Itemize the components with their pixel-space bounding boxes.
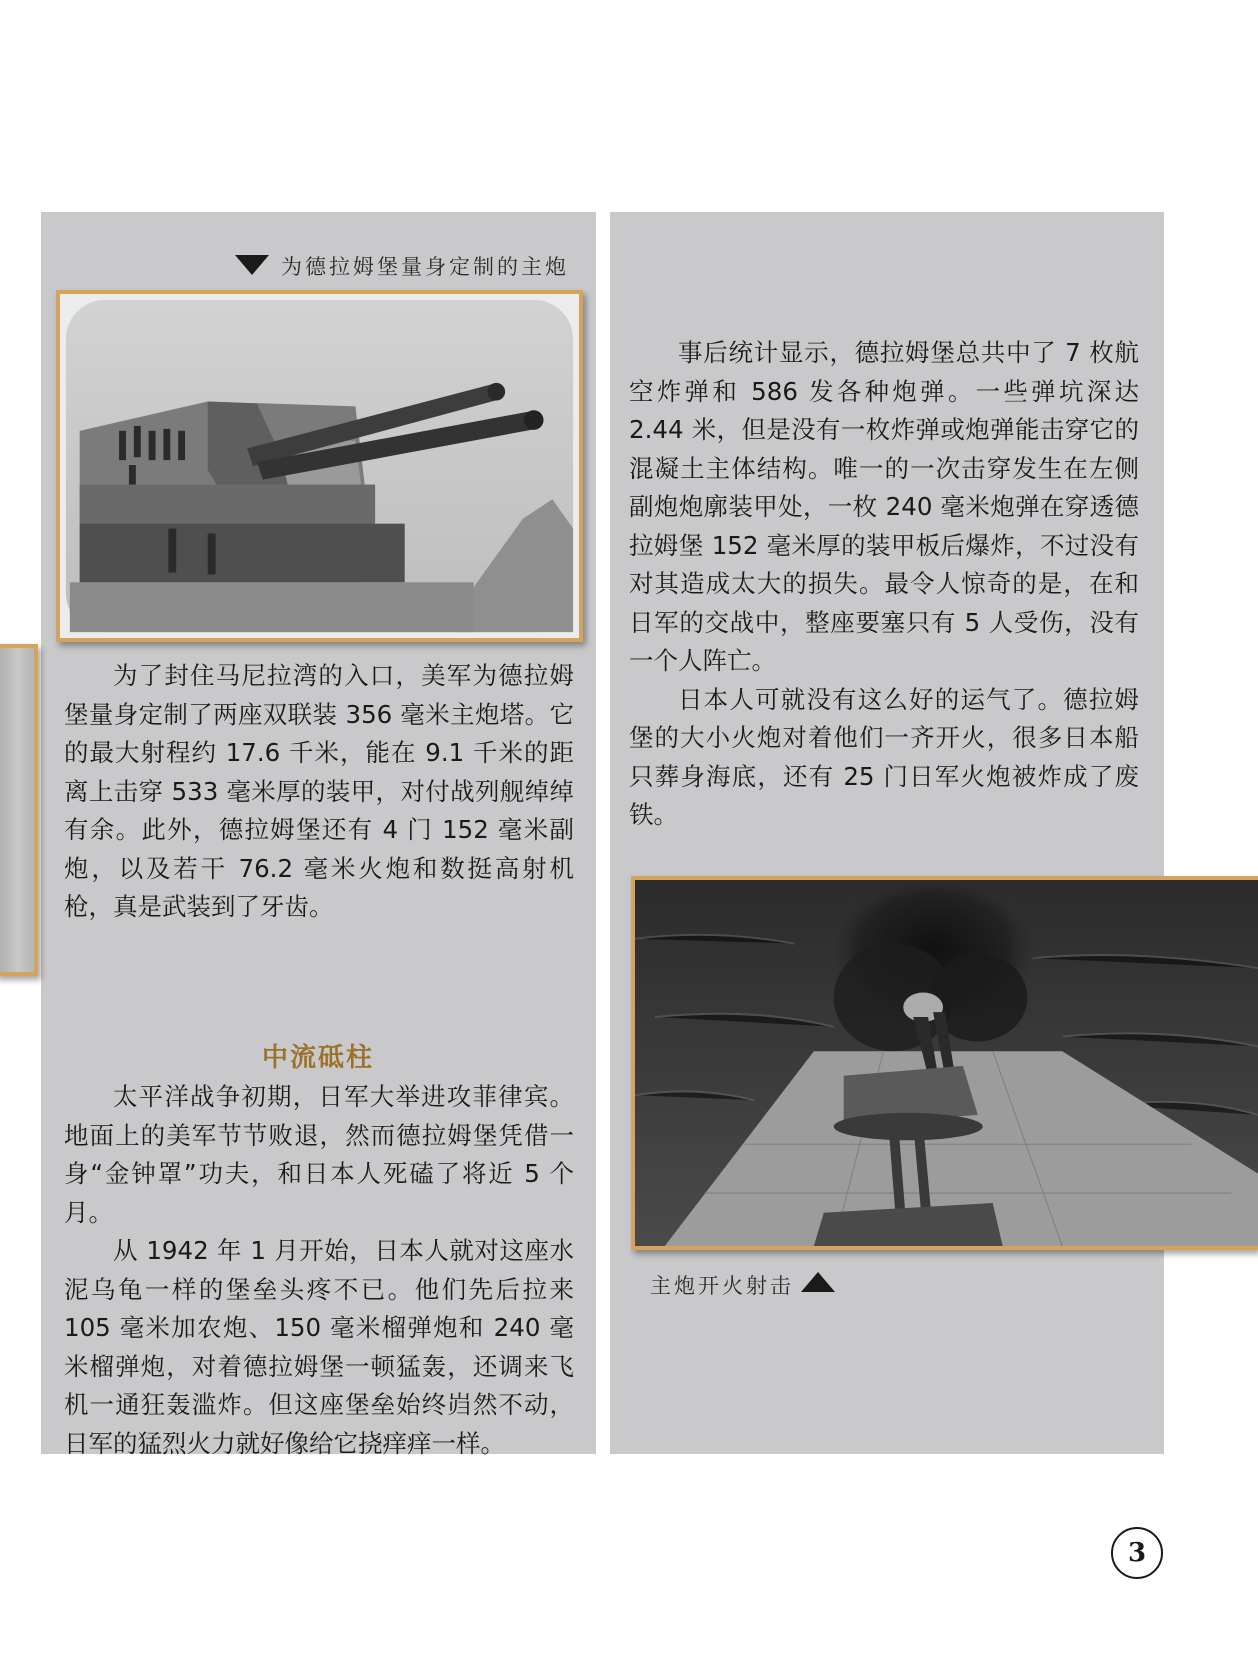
left-paragraph-2: 太平洋战争初期，日军大举进攻菲律宾。地面上的美军节节败退，然而德拉姆堡凭借一身“金钟罩”功夫，和日本人死磕了将近 5 个月。 — [64, 1082, 574, 1227]
left-paragraph-1 — [64, 657, 574, 927]
section-heading: 中流砥柱 — [262, 1043, 375, 1073]
right-paragraph-1: 事后统计显示，德拉姆堡总共中了 7 枚航空炸弹和 586 发各种炮弹。一些弹坑深达 2.44 米，但是没有一枚炸弹或炮弹能击穿它的混凝土主体结构。唯一的一次击穿发生在左侧副炮炮廓装甲处，一枚 240 毫米炮弹在穿透德拉姆堡 152 毫米厚的装甲板后爆炸，不过没有对其造成太大的损失。最令人惊奇的是，在和日军的交战中，整座要塞只有 5 人受伤，没有一个人阵亡。 — [629, 338, 1139, 675]
triangle-up-icon — [801, 1272, 835, 1292]
ship-firing-photo — [631, 876, 1258, 1250]
turret-photo — [56, 290, 583, 642]
left-paragraphs-block — [64, 1078, 574, 1463]
right-paragraph-2: 日本人可就没有这么好的运气了。德拉姆堡的大小火炮对着他们一齐开火，很多日本船只葬身海底，还有 25 门日军火炮被炸成了废铁。 — [629, 684, 1139, 829]
edge-photo-fragment — [0, 644, 38, 976]
left-paragraph-1-text: 为了封住马尼拉湾的入口，美军为德拉姆堡量身定制了两座双联装 356 毫米主炮塔。它的最大射程约 17.6 千米，能在 9.1 千米的距离上击穿 533 毫米厚的装甲，对付战列舰绰绰有余。此外，德拉姆堡还有 4 门 152 毫米副炮，以及若干 76.2 毫米火炮和数挺高射机枪，真是武装到了牙齿。 — [64, 661, 574, 921]
triangle-down-icon — [235, 255, 269, 275]
left-paragraph-3: 从 1942 年 1 月开始，日本人就对这座水泥乌龟一样的堡垒头疼不已。他们先后拉来 105 毫米加农炮、150 毫米榴弹炮和 240 毫米榴弹炮，对着德拉姆堡一顿猛轰，还调来飞机一通狂轰滥炸。但这座堡垒始终岿然不动，日军的猛烈火力就好像给它挠痒痒一样。 — [64, 1236, 574, 1458]
ship-firing-photo-image — [635, 880, 1258, 1246]
right-paragraphs-block — [629, 334, 1139, 835]
turret-photo-image — [60, 294, 579, 638]
top-photo-caption: 为德拉姆堡量身定制的主炮 — [281, 255, 569, 279]
page-number: 3 — [1111, 1527, 1163, 1579]
bottom-photo-caption: 主炮开火射击 — [650, 1274, 794, 1298]
